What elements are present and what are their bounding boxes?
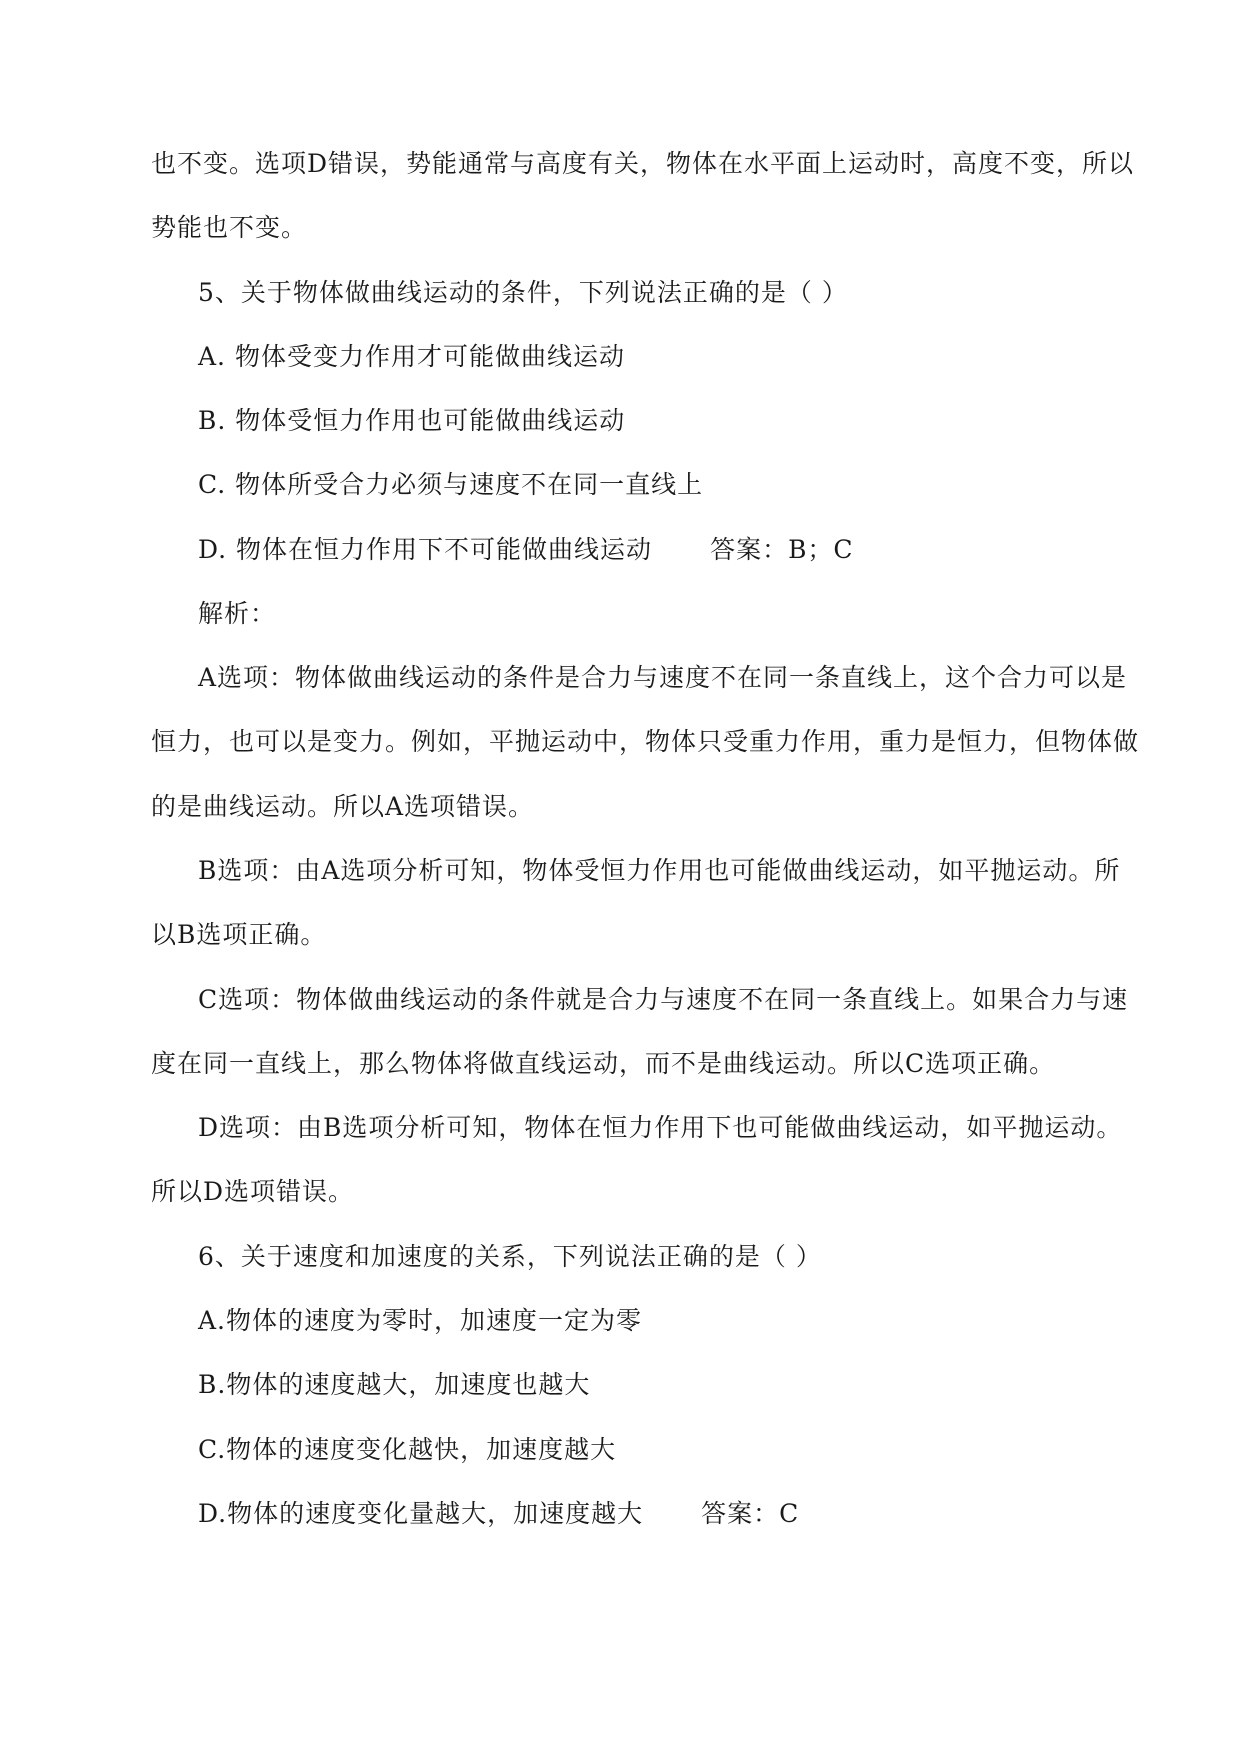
analysis-text: C选项：物体做曲线运动的条件就是合力与速度不在同一条直线上。如果合力与速	[198, 985, 1129, 1014]
text-line: 也不变。选项D错误，势能通常与高度有关，物体在水平面上运动时，高度不变，所以	[151, 149, 1135, 178]
analysis-text: 的是曲线运动。所以A选项错误。	[151, 792, 535, 821]
question-5-answer: 答案：B；C	[710, 535, 854, 564]
analysis-text: A选项：物体做曲线运动的条件是合力与速度不在同一条直线上，这个合力可以是	[198, 663, 1128, 692]
analysis-text: B选项：由A选项分析可知，物体受恒力作用也可能做曲线运动，如平抛运动。所	[198, 856, 1121, 885]
question-5-option-b: B. 物体受恒力作用也可能做曲线运动	[198, 406, 626, 435]
analysis-text: 恒力，也可以是变力。例如，平抛运动中，物体只受重力作用，重力是恒力，但物体做	[151, 727, 1140, 756]
question-6-option-d-text: D.物体的速度变化量越大，加速度越大	[198, 1499, 644, 1528]
question-6-option-a: A.物体的速度为零时，加速度一定为零	[198, 1306, 643, 1335]
analysis-text: 度在同一直线上，那么物体将做直线运动，而不是曲线运动。所以C选项正确。	[151, 1049, 1056, 1078]
question-5-option-a: A. 物体受变力作用才可能做曲线运动	[198, 342, 625, 371]
question-5-stem: 5、关于物体做曲线运动的条件，下列说法正确的是（ ）	[198, 278, 848, 307]
analysis-text: D选项：由B选项分析可知，物体在恒力作用下也可能做曲线运动，如平抛运动。	[198, 1113, 1123, 1142]
question-6-option-d	[198, 1498, 799, 1530]
text-line: 势能也不变。	[151, 213, 308, 242]
question-6-stem: 6、关于速度和加速度的关系，下列说法正确的是（ ）	[198, 1242, 822, 1271]
question-6-option-b: B.物体的速度越大，加速度也越大	[198, 1370, 591, 1399]
question-5-option-d	[198, 534, 854, 566]
analysis-text: 所以D选项错误。	[151, 1177, 355, 1206]
question-5-option-d-text: D. 物体在恒力作用下不可能做曲线运动	[198, 535, 653, 564]
analysis-text: 以B选项正确。	[151, 920, 327, 949]
analysis-heading: 解析：	[198, 599, 277, 628]
question-6-option-c: C.物体的速度变化越快，加速度越大	[198, 1435, 617, 1464]
question-5-option-c: C. 物体所受合力必须与速度不在同一直线上	[198, 470, 704, 499]
question-6-answer: 答案：C	[701, 1499, 800, 1528]
